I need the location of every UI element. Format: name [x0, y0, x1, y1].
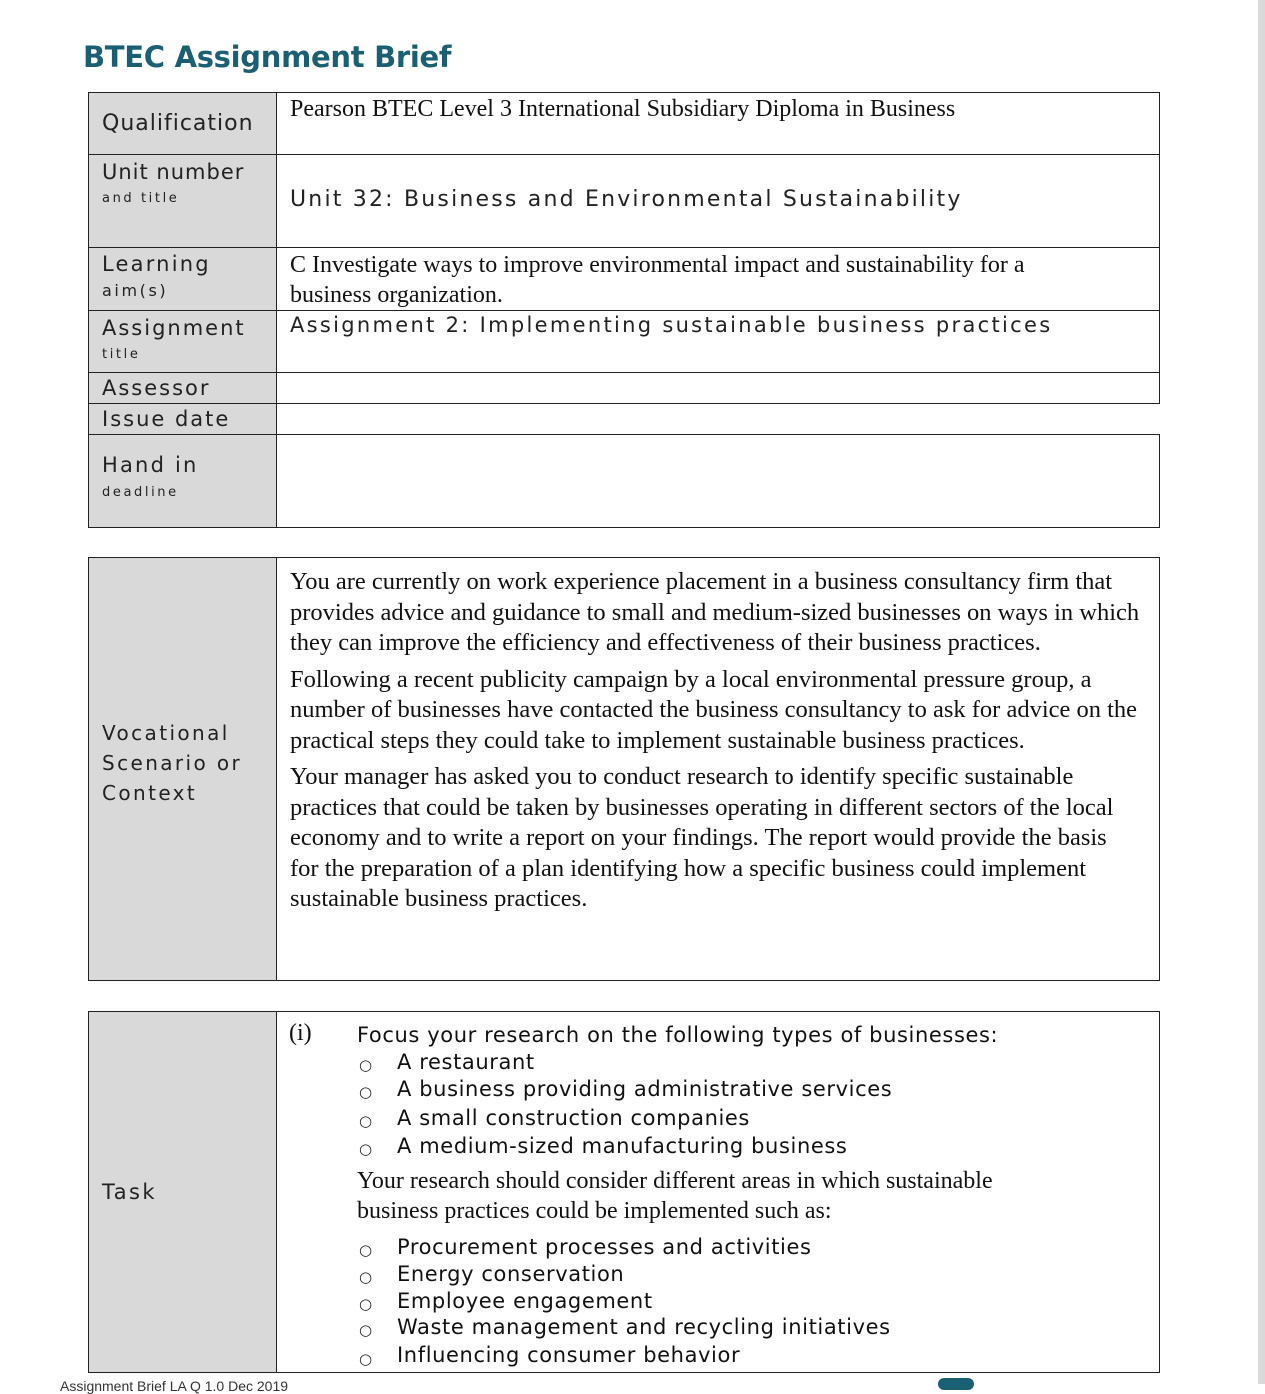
- task-label: Task: [102, 1180, 157, 1204]
- area-item: Influencing consumer behavior: [397, 1343, 741, 1367]
- learning-aim-row: [89, 248, 1160, 311]
- footer-text: Assignment Brief LA Q 1.0 Dec 2019: [60, 1378, 289, 1394]
- bullet-circle-icon: ○: [359, 1295, 373, 1313]
- business-type-item: A small construction companies: [397, 1106, 750, 1130]
- unit-label-cell: [89, 155, 277, 248]
- qualification-value: Pearson BTEC Level 3 International Subsidiary Diploma in Business: [290, 96, 956, 122]
- learning-aim-label-line1: Learning: [102, 252, 211, 276]
- qualification-value-cell: [277, 93, 1160, 155]
- unit-value-cell: [277, 155, 1160, 248]
- bullet-circle-icon: ○: [359, 1241, 373, 1259]
- scenario-row: [89, 558, 1160, 981]
- issue-date-label-cell: [89, 404, 277, 435]
- scenario-table: [88, 557, 1160, 981]
- area-item: Procurement processes and activities: [397, 1235, 812, 1259]
- task-intro: Focus your research on the following types of businesses:: [357, 1023, 999, 1047]
- business-type-item: A business providing administrative services: [397, 1077, 893, 1101]
- qualification-label-cell: [89, 93, 277, 155]
- info-table: [88, 92, 1160, 528]
- hand-in-label-line1: Hand in: [102, 453, 199, 477]
- area-item: Waste management and recycling initiatives: [397, 1315, 891, 1339]
- assignment-title-label-line2: title: [102, 347, 141, 362]
- area-item: Energy conservation: [397, 1262, 625, 1286]
- unit-row: [89, 155, 1160, 248]
- scenario-label-line1: Vocational: [102, 721, 230, 745]
- bullet-circle-icon: ○: [359, 1112, 373, 1130]
- bullet-circle-icon: ○: [359, 1056, 373, 1074]
- hand-in-label-line2: deadline: [102, 485, 179, 500]
- page-title: BTEC Assignment Brief: [83, 40, 452, 74]
- learning-aim-label-cell: [89, 248, 277, 311]
- bullet-circle-icon: ○: [359, 1268, 373, 1286]
- business-type-item: A medium-sized manufacturing business: [397, 1134, 848, 1158]
- areas-intro-line2: business practices could be implemented such as:: [357, 1198, 832, 1224]
- hand-in-value-cell: [277, 435, 1160, 528]
- task-label-cell: [89, 1012, 277, 1373]
- scenario-label-line2: Scenario or: [102, 751, 243, 775]
- scenario-label-cell: [89, 558, 277, 981]
- assignment-title-value-cell: [277, 311, 1160, 373]
- task-row: [89, 1012, 1160, 1373]
- areas-intro-line1: Your research should consider different areas in which sustainable: [357, 1168, 993, 1194]
- task-number: (i): [289, 1020, 312, 1046]
- bullet-circle-icon: ○: [359, 1350, 373, 1368]
- qualification-label: Qualification: [102, 111, 254, 136]
- issue-date-value-cell: [277, 404, 1160, 435]
- assessor-label-cell: [89, 373, 277, 404]
- business-type-item: A restaurant: [397, 1050, 535, 1074]
- bullet-circle-icon: ○: [359, 1140, 373, 1158]
- hand-in-row: [89, 435, 1160, 528]
- page-number-badge: [938, 1378, 974, 1390]
- scenario-label-line3: Context: [102, 781, 198, 805]
- learning-aim-value-line2: business organization.: [290, 282, 503, 308]
- unit-value: Unit 32: Business and Environmental Sustainability: [290, 187, 963, 212]
- task-content-cell: [277, 1012, 1160, 1373]
- learning-aim-value-cell: [277, 248, 1160, 311]
- scenario-paragraph-1: You are currently on work experience placement in a business consultancy firm that provides advice and guidance to small and medium-sized businesses on ways in which they can improve the efficiency and effectiveness of their business practices.: [290, 568, 1140, 656]
- issue-date-label: Issue date: [102, 407, 231, 431]
- assignment-title-label-cell: [89, 311, 277, 373]
- scenario-paragraph-2: Following a recent publicity campaign by a local environmental pressure group, a number of businesses have contacted the business consultancy to ask for advice on the practical steps they could take to implement sustainable business practices.: [290, 665, 1138, 754]
- page-edge-scrollbar: [1258, 0, 1265, 1384]
- task-table: [88, 1011, 1160, 1373]
- assessor-row: [89, 373, 1160, 404]
- page-footer: [60, 1378, 420, 1394]
- area-item: Employee engagement: [397, 1289, 653, 1313]
- unit-label-line1: Unit number: [102, 160, 245, 184]
- assessor-value-cell: [277, 373, 1160, 404]
- hand-in-label-cell: [89, 435, 277, 528]
- unit-label-line2: and title: [102, 191, 180, 206]
- learning-aim-label-line2: aim(s): [102, 281, 169, 300]
- qualification-row: [89, 93, 1160, 155]
- assessor-label: Assessor: [102, 376, 211, 400]
- assignment-title-row: [89, 311, 1160, 373]
- assignment-title-value: Assignment 2: Implementing sustainable business practices: [290, 313, 1053, 337]
- issue-date-row: [89, 404, 1160, 435]
- assignment-title-label-line1: Assignment: [102, 316, 246, 340]
- scenario-paragraph-3: Your manager has asked you to conduct research to identify specific sustainable practices that could be taken by businesses operating in different sectors of the local economy and to write a report on your findings. The report would provide the basis for the preparation of a plan identifying how a specific business could implement sustainable business practices.: [290, 763, 1114, 912]
- bullet-circle-icon: ○: [359, 1083, 373, 1101]
- scenario-text-cell: [277, 558, 1160, 981]
- bullet-circle-icon: ○: [359, 1321, 373, 1339]
- learning-aim-value-line1: C Investigate ways to improve environmental impact and sustainability for a: [290, 252, 1025, 278]
